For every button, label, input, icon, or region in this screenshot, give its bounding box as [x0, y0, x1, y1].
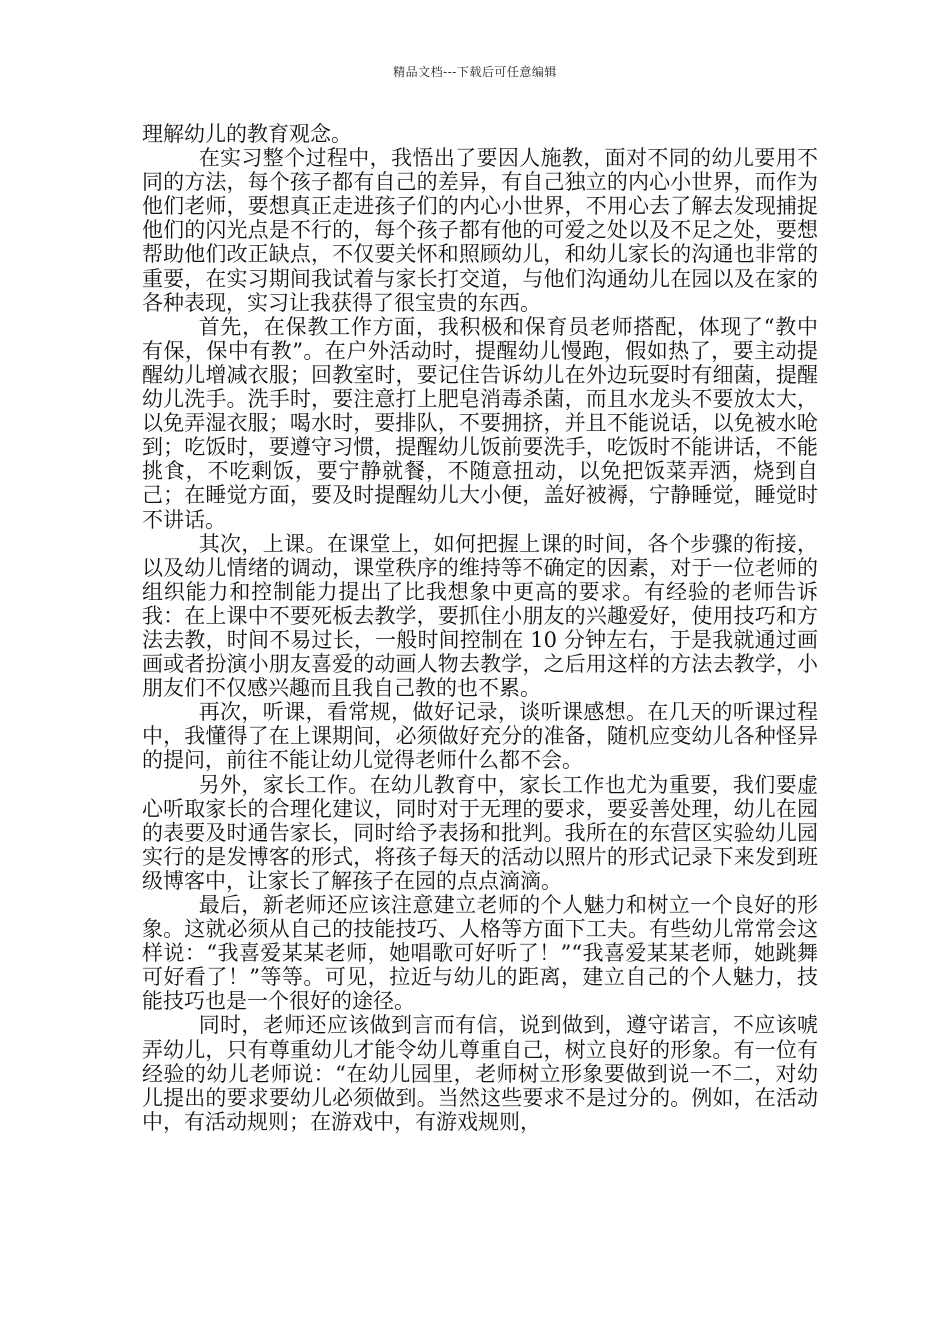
paragraph-parent-work: 另外，家长工作。在幼儿教育中，家长工作也尤为重要，我们要虚心听取家长的合理化建议，同时对于无理的要求，要妥善处理，幼儿在园的表要及时通告家长，同时给予表扬和批判。我所在的东营区实验幼儿园实行的是发博客的形式，将孩子每天的活动以照片的形式记录下来发到班级博客中，让家长了解孩子在园的点点滴滴。: [142, 772, 818, 893]
paragraph-intro-continuation: 理解幼儿的教育观念。: [142, 122, 352, 146]
document-body: [142, 122, 818, 1134]
paragraph-internship-reflection: 在实习整个过程中，我悟出了要因人施教，面对不同的幼儿要用不同的方法，每个孩子都有自己的差异，有自己独立的内心小世界，而作为他们老师，要想真正走进孩子们的内心小世界，不用心去了解去发现捕捉他们的闪光点是不行的，每个孩子都有他的可爱之处以及不足之处，要想帮助他们改正缺点，不仅要关怀和照顾幼儿，和幼儿家长的沟通也非常的重要，在实习期间我试着与家长打交道，与他们沟通幼儿在园以及在家的各种表现，实习让我获得了很宝贵的东西。: [142, 146, 818, 315]
paragraph-teacher-image: 最后，新老师还应该注意建立老师的个人魅力和树立一个良好的形象。这就必须从自己的技能技巧、人格等方面下工夫。有些幼儿常常会这样说：“我喜爱某某老师，她唱歌可好听了！”“我喜爱某某老师，她跳舞可好看了！”等等。可见，拉近与幼儿的距离，建立自己的个人魅力，技能技巧也是一个很好的途径。: [142, 893, 818, 1014]
page-header: 精品文档---下载后可任意编辑: [393, 65, 557, 79]
paragraph-keeping-promises: 同时，老师还应该做到言而有信，说到做到，遵守诺言，不应该唬弄幼儿，只有尊重幼儿才能令幼儿尊重自己，树立良好的形象。有一位有经验的幼儿老师说：“在幼儿园里，老师树立形象要做到说一不二，对幼儿提出的要求要幼儿必须做到。当然这些要求不是过分的。例如，在活动中，有活动规则；在游戏中，有游戏规则，: [142, 1013, 818, 1134]
paragraph-care-work: 首先，在保教工作方面，我积极和保育员老师搭配，体现了“教中有保，保中有教”。在户外活动时，提醒幼儿慢跑，假如热了，要主动提醒幼儿增减衣服；回教室时，要记住告诉幼儿在外边玩耍时有细菌，提醒幼儿洗手。洗手时，要注意打上肥皂消毒杀菌，而且水龙头不要放太大，以免弄湿衣服；喝水时，要排队，不要拥挤，并且不能说话，以免被水呛到；吃饭时，要遵守习惯，提醒幼儿饭前要洗手，吃饭时不能讲话，不能挑食，不吃剩饭，要宁静就餐，不随意扭动，以免把饭菜弄洒，烧到自己；在睡觉方面，要及时提醒幼儿大小便，盖好被褥，宁静睡觉，睡觉时不讲话。: [142, 314, 818, 532]
paragraph-teaching: 其次，上课。在课堂上，如何把握上课的时间，各个步骤的衔接，以及幼儿情绪的调动，课堂秩序的维持等不确定的因素，对于一位老师的组织能力和控制能力提出了比我想象中更高的要求。有经验的老师告诉我：在上课中不要死板去教学，要抓住小朋友的兴趣爱好，使用技巧和方法去教，时间不易过长，一般时间控制在 10 分钟左右，于是我就通过画画或者扮演小朋友喜爱的动画人物去教学，之后用这样的方法去教学，小朋友们不仅感兴趣而且我自己教的也不累。: [142, 531, 818, 701]
paragraph-observation: 再次，听课，看常规，做好记录，谈听课感想。在几天的听课过程中，我懂得了在上课期间，必须做好充分的准备，随机应变幼儿各种怪异的提问，前往不能让幼儿觉得老师什么都不会。: [142, 700, 818, 773]
